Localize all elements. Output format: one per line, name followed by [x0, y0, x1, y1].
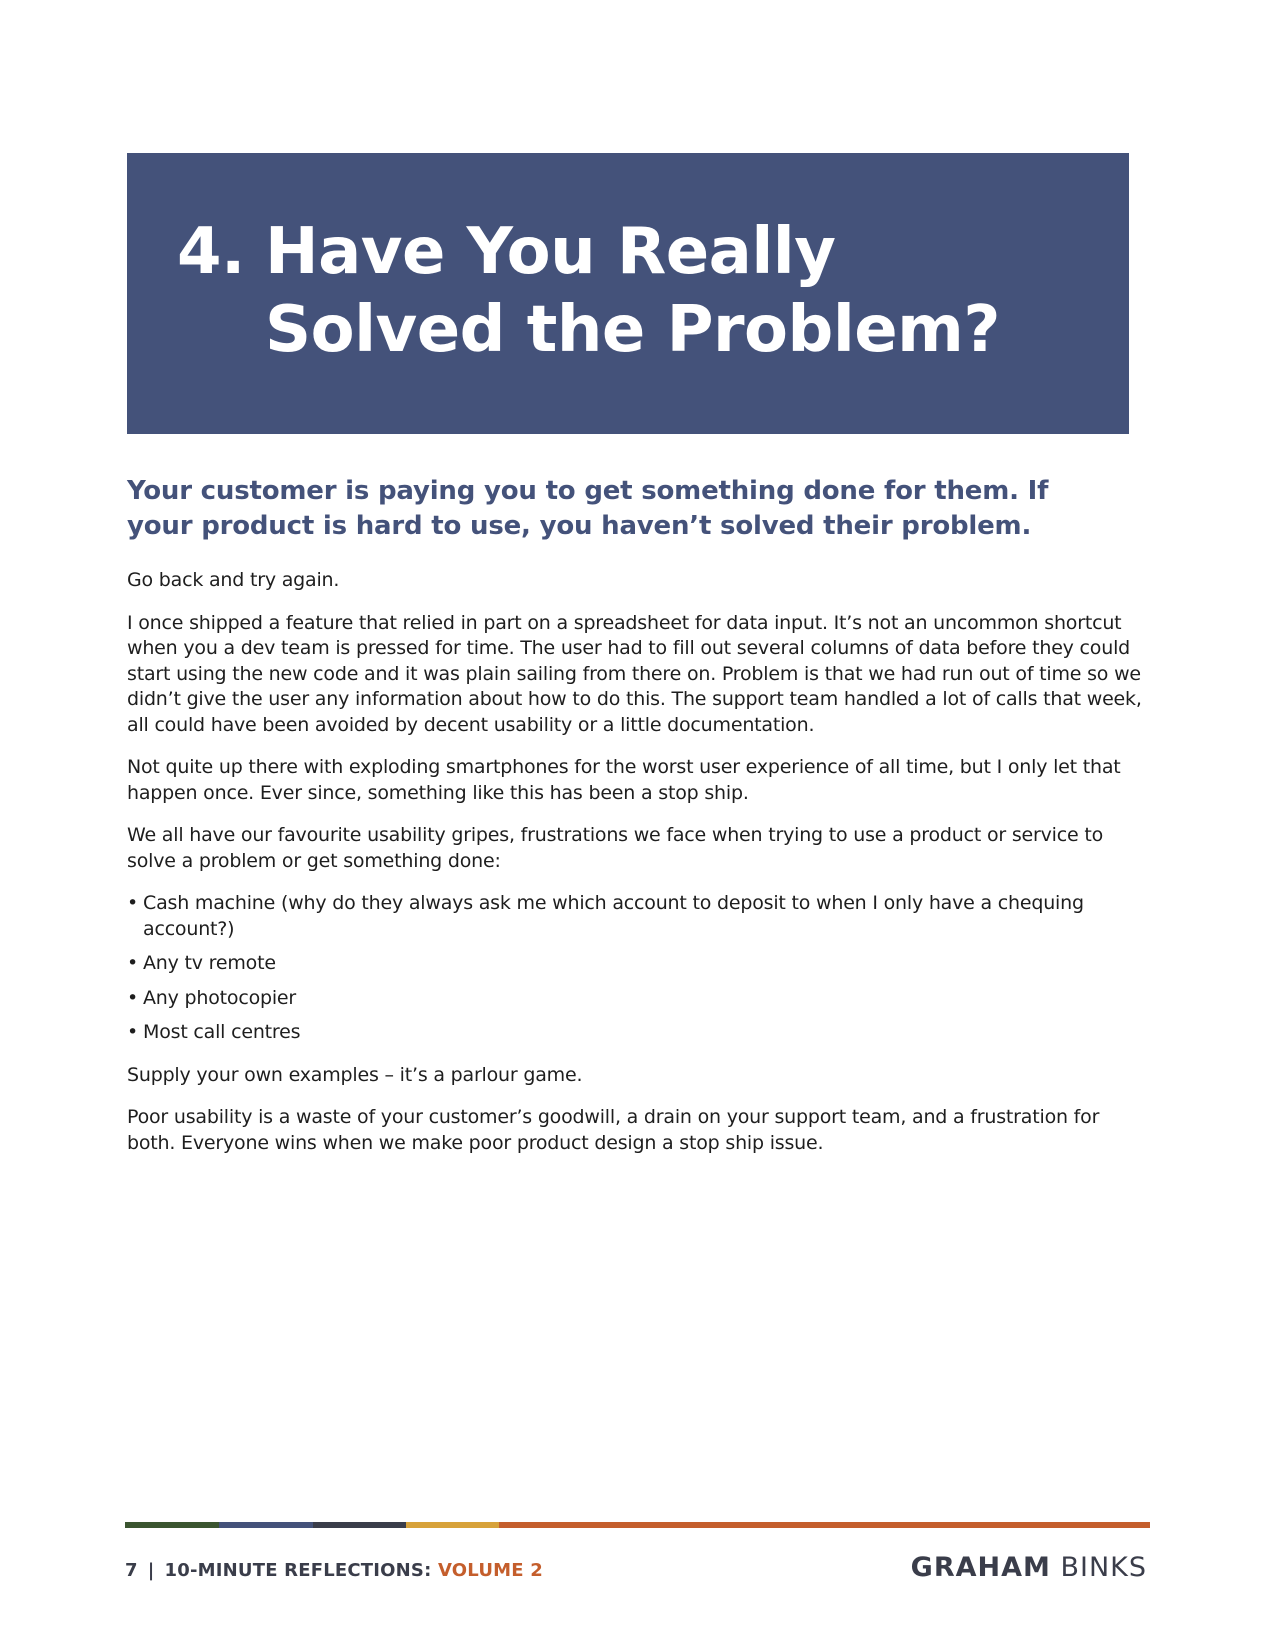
chapter-title-banner	[127, 153, 1129, 434]
paragraph: Poor usability is a waste of your customer’s goodwill, a drain on your support team, and a frustration for both. Everyone wins when we make poor product design a stop ship issue.	[127, 1106, 1100, 1154]
bullet-icon: •	[127, 892, 139, 914]
bullet-icon: •	[127, 952, 139, 974]
body-text	[127, 568, 1147, 1173]
brand-last-name: BINKS	[1060, 1552, 1147, 1583]
footer-color-bar	[125, 1522, 1150, 1528]
list-item-text: Any tv remote	[143, 952, 276, 974]
list-item	[127, 1020, 1147, 1046]
paragraph: Go back and try again.	[127, 569, 340, 591]
chapter-title	[177, 213, 1000, 369]
volume-label: VOLUME 2	[437, 1560, 543, 1581]
bullet-icon: •	[127, 1021, 139, 1043]
footer-page-label	[125, 1560, 543, 1581]
list-item-text: Any photocopier	[143, 986, 297, 1009]
paragraph: Not quite up there with exploding smartphones for the worst user experience of all time, but I only let that happen once. Ever since, something like this has been a stop ship.	[127, 756, 1121, 804]
lead-subheading: Your customer is paying you to get something done for them. If your product is hard to use, you haven’t solved their problem.	[127, 476, 1049, 541]
color-bar-segment	[406, 1522, 499, 1528]
chapter-title-line-1: Have You Really	[265, 215, 836, 289]
list-item-text: Cash machine (why do they always ask me which account to deposit to when I only have a chequing account?)	[143, 892, 1084, 940]
brand-first-name: GRAHAM	[910, 1552, 1051, 1583]
color-bar-segment	[313, 1522, 406, 1528]
color-bar-segment	[125, 1522, 219, 1528]
list-item	[127, 986, 1147, 1012]
footer-separator: |	[147, 1560, 155, 1581]
paragraph: I once shipped a feature that relied in part on a spreadsheet for data input. It’s not an uncommon shortcut when you a dev team is pressed for time. The user had to fill out several columns of data before they could start using the new code and it was plain sailing from there on. Problem is that we had run out of time so we didn’t give the user any information about how to do this. The support team handled a lot of calls that week, all could have been avoided by decent usability or a little documentation.	[127, 611, 1142, 736]
paragraph: Supply your own examples – it’s a parlour game.	[127, 1063, 583, 1086]
brand-logo	[911, 1552, 1147, 1583]
gripes-list	[127, 891, 1147, 1046]
list-item	[127, 951, 1147, 977]
bullet-icon: •	[127, 986, 139, 1009]
chapter-title-line-2: Solved the Problem?	[265, 293, 1000, 367]
page-number: 7	[125, 1560, 138, 1581]
list-item-text: Most call centres	[143, 1021, 301, 1043]
chapter-number: 4.	[177, 215, 245, 289]
series-label: 10-MINUTE REFLECTIONS:	[164, 1560, 432, 1581]
color-bar-segment	[499, 1522, 1150, 1528]
paragraph: We all have our favourite usability gripes, frustrations we face when trying to use a product or service to solve a problem or get something done:	[127, 824, 1103, 872]
color-bar-segment	[219, 1522, 313, 1528]
list-item	[127, 891, 1147, 942]
